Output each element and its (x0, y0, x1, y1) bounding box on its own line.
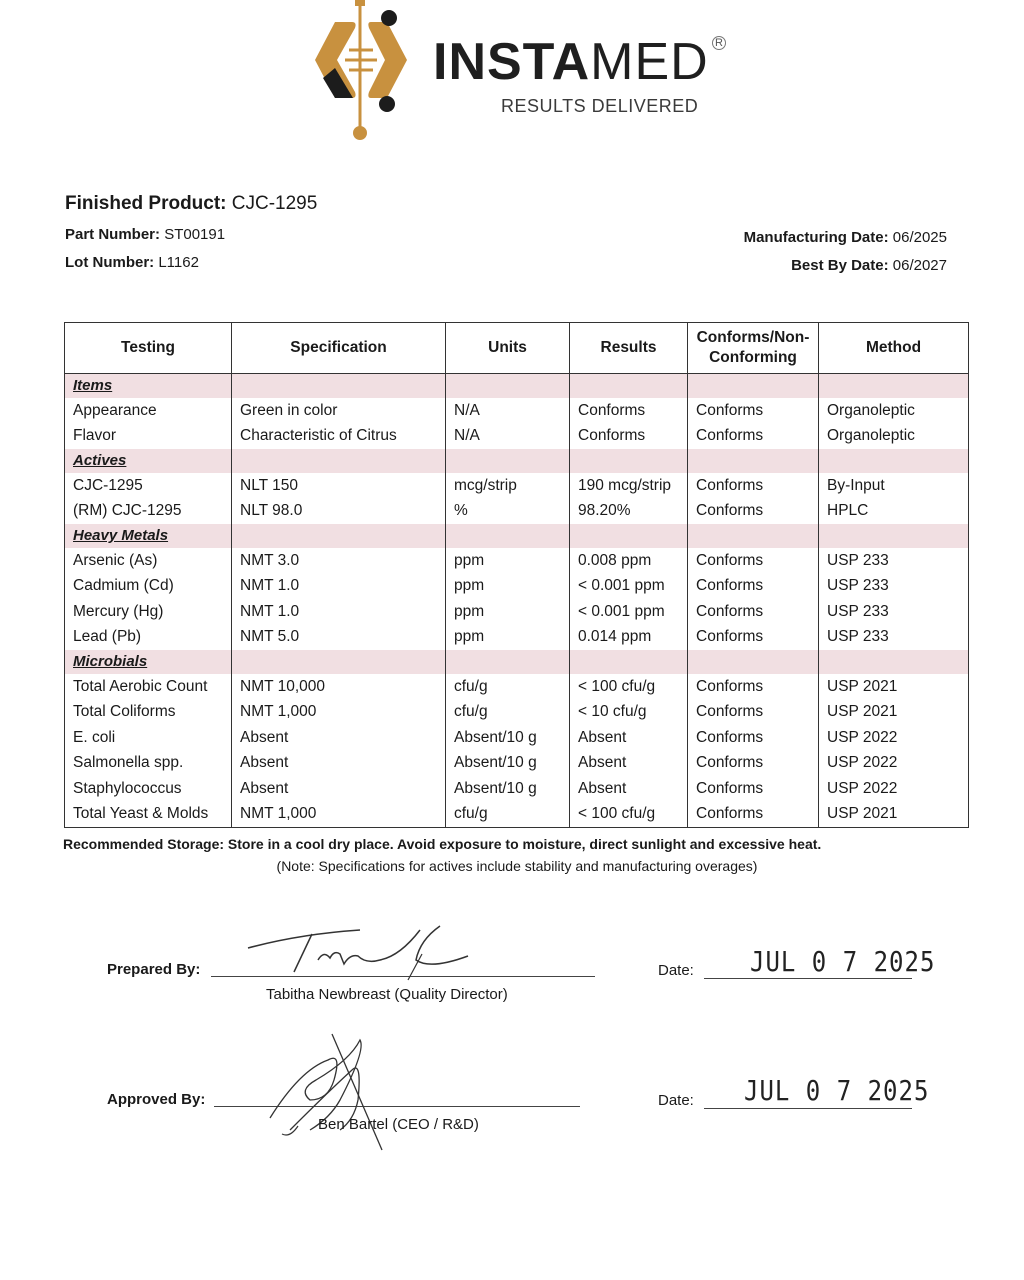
cell-testing: Arsenic (As) (65, 548, 232, 574)
cell-conforms: Conforms (688, 398, 819, 424)
section-title: Actives (73, 452, 127, 469)
registered-icon: R (712, 36, 726, 50)
prepared-date-line (704, 978, 912, 979)
column-header-conforms: Conforms/Non-Conforming (688, 323, 819, 374)
section-row (65, 374, 969, 399)
cell-testing: (RM) CJC-1295 (65, 499, 232, 525)
test-results-table (64, 322, 969, 828)
section-empty-cell (688, 524, 819, 548)
cell-method: USP 2021 (819, 700, 969, 726)
section-title: Items (73, 377, 113, 394)
mfg-value: 06/2025 (892, 229, 947, 246)
cell-testing: Total Yeast & Molds (65, 802, 232, 828)
part-label: Part Number: (65, 226, 161, 243)
table-row (65, 599, 969, 625)
section-title-cell (65, 524, 232, 548)
cell-testing: Total Coliforms (65, 700, 232, 726)
cell-testing: Flavor (65, 424, 232, 450)
column-header-specification: Specification (232, 323, 446, 374)
cell-conforms: Conforms (688, 548, 819, 574)
instamed-logo-icon (305, 0, 430, 145)
cell-testing: E. coli (65, 725, 232, 751)
approved-date-stamp: JUL 0 7 2025 (744, 1074, 930, 1108)
column-header-method: Method (819, 323, 969, 374)
cell-conforms: Conforms (688, 599, 819, 625)
section-empty-cell (819, 524, 969, 548)
cell-specification: NMT 1,000 (232, 802, 446, 828)
cell-results: Absent (570, 751, 688, 777)
bestby-label: Best By Date: (791, 257, 889, 274)
cell-method: USP 233 (819, 574, 969, 600)
specification-note: (Note: Specifications for actives include stability and manufacturing overages) (276, 858, 758, 874)
section-empty-cell (688, 449, 819, 473)
brand-tagline: RESULTS DELIVERED (501, 96, 699, 116)
cell-results: < 100 cfu/g (570, 802, 688, 828)
cell-testing: Appearance (65, 398, 232, 424)
cell-units: N/A (446, 424, 570, 450)
table-row (65, 700, 969, 726)
cell-results: < 100 cfu/g (570, 674, 688, 700)
table-row (65, 499, 969, 525)
approved-by-label: Approved By: (107, 1091, 206, 1108)
cell-results: Absent (570, 776, 688, 802)
company-logo (305, 0, 735, 145)
approved-by-name: Ben Bartel (CEO / R&D) (318, 1116, 479, 1133)
cell-conforms: Conforms (688, 802, 819, 828)
lot-value: L1162 (158, 254, 199, 271)
cell-results: 98.20% (570, 499, 688, 525)
cell-conforms: Conforms (688, 424, 819, 450)
cell-method: USP 233 (819, 599, 969, 625)
cell-specification: Absent (232, 776, 446, 802)
cell-testing: Total Aerobic Count (65, 674, 232, 700)
product-label: Finished Product: (65, 193, 227, 214)
table-row (65, 548, 969, 574)
section-empty-cell (446, 449, 570, 473)
cell-conforms: Conforms (688, 700, 819, 726)
cell-conforms: Conforms (688, 574, 819, 600)
section-empty-cell (819, 449, 969, 473)
cell-conforms: Conforms (688, 751, 819, 777)
cell-method: Organoleptic (819, 424, 969, 450)
section-empty-cell (232, 524, 446, 548)
prepared-date-label: Date: (658, 962, 694, 979)
cell-specification: NMT 10,000 (232, 674, 446, 700)
table-row (65, 802, 969, 828)
cell-specification: Absent (232, 751, 446, 777)
section-empty-cell (232, 374, 446, 399)
cell-method: USP 2022 (819, 725, 969, 751)
section-title: Heavy Metals (73, 527, 169, 544)
cell-units: N/A (446, 398, 570, 424)
section-empty-cell (446, 374, 570, 399)
section-title-cell (65, 449, 232, 473)
part-value: ST00191 (164, 226, 226, 243)
cell-conforms: Conforms (688, 499, 819, 525)
prepared-by-label: Prepared By: (107, 961, 201, 978)
table-header-row (65, 323, 969, 374)
prepared-by-name: Tabitha Newbreast (Quality Director) (266, 986, 508, 1003)
section-empty-cell (688, 650, 819, 674)
section-empty-cell (232, 650, 446, 674)
approved-date-line (704, 1108, 912, 1109)
cell-units: cfu/g (446, 700, 570, 726)
cell-testing: CJC-1295 (65, 473, 232, 499)
cell-specification: Absent (232, 725, 446, 751)
table-row (65, 424, 969, 450)
cell-units: Absent/10 g (446, 776, 570, 802)
section-empty-cell (570, 650, 688, 674)
cell-specification: NLT 98.0 (232, 499, 446, 525)
table-row (65, 725, 969, 751)
cell-results: Absent (570, 725, 688, 751)
cell-specification: NLT 150 (232, 473, 446, 499)
cell-units: cfu/g (446, 674, 570, 700)
cell-method: HPLC (819, 499, 969, 525)
table-row (65, 398, 969, 424)
storage-instructions: Recommended Storage: Store in a cool dry place. Avoid exposure to moisture, direct sunlight and excessive heat. (63, 836, 822, 852)
cell-method: USP 2021 (819, 674, 969, 700)
cell-method: USP 233 (819, 548, 969, 574)
cell-testing: Mercury (Hg) (65, 599, 232, 625)
column-header-results: Results (570, 323, 688, 374)
cell-testing: Salmonella spp. (65, 751, 232, 777)
manufacturing-date (744, 229, 947, 246)
section-empty-cell (570, 449, 688, 473)
bestby-value: 06/2027 (892, 257, 947, 274)
cell-results: 0.008 ppm (570, 548, 688, 574)
table-row (65, 751, 969, 777)
lot-label: Lot Number: (65, 254, 155, 271)
cell-method: USP 233 (819, 625, 969, 651)
section-empty-cell (819, 374, 969, 399)
cell-specification: NMT 1.0 (232, 599, 446, 625)
section-empty-cell (819, 650, 969, 674)
part-number (65, 226, 225, 243)
cell-specification: Green in color (232, 398, 446, 424)
brand-name (433, 33, 709, 91)
section-empty-cell (232, 449, 446, 473)
table-row (65, 625, 969, 651)
section-empty-cell (446, 650, 570, 674)
cell-testing: Lead (Pb) (65, 625, 232, 651)
product-value: CJC-1295 (231, 193, 318, 214)
column-header-units: Units (446, 323, 570, 374)
cell-specification: NMT 3.0 (232, 548, 446, 574)
cell-conforms: Conforms (688, 473, 819, 499)
table-row (65, 574, 969, 600)
cell-units: Absent/10 g (446, 751, 570, 777)
cell-conforms: Conforms (688, 725, 819, 751)
finished-product (65, 193, 317, 215)
cell-method: USP 2022 (819, 751, 969, 777)
cell-units: ppm (446, 599, 570, 625)
brand-name-bold: INSTA (433, 33, 591, 91)
section-title-cell (65, 374, 232, 399)
cell-method: USP 2022 (819, 776, 969, 802)
cell-method: Organoleptic (819, 398, 969, 424)
cell-units: ppm (446, 574, 570, 600)
section-empty-cell (446, 524, 570, 548)
cell-results: Conforms (570, 424, 688, 450)
section-empty-cell (688, 374, 819, 399)
cell-testing: Staphylococcus (65, 776, 232, 802)
lot-number (65, 254, 199, 271)
prepared-date-stamp: JUL 0 7 2025 (750, 945, 936, 979)
table-row (65, 473, 969, 499)
section-row (65, 650, 969, 674)
cell-method: By-Input (819, 473, 969, 499)
cell-conforms: Conforms (688, 776, 819, 802)
cell-units: Absent/10 g (446, 725, 570, 751)
cell-conforms: Conforms (688, 674, 819, 700)
column-header-testing: Testing (65, 323, 232, 374)
section-title: Microbials (73, 653, 148, 670)
section-row (65, 524, 969, 548)
table-row (65, 776, 969, 802)
cell-results: 0.014 ppm (570, 625, 688, 651)
cell-method: USP 2021 (819, 802, 969, 828)
cell-specification: NMT 1.0 (232, 574, 446, 600)
cell-units: ppm (446, 548, 570, 574)
section-empty-cell (570, 524, 688, 548)
cell-testing: Cadmium (Cd) (65, 574, 232, 600)
best-by-date (791, 257, 947, 274)
cell-specification: NMT 5.0 (232, 625, 446, 651)
cell-specification: Characteristic of Citrus (232, 424, 446, 450)
cell-units: cfu/g (446, 802, 570, 828)
cell-conforms: Conforms (688, 625, 819, 651)
mfg-label: Manufacturing Date: (743, 229, 889, 246)
table-body (65, 374, 969, 828)
section-row (65, 449, 969, 473)
cell-units: % (446, 499, 570, 525)
cell-results: Conforms (570, 398, 688, 424)
cell-results: < 10 cfu/g (570, 700, 688, 726)
section-empty-cell (570, 374, 688, 399)
brand-name-light: MED (590, 33, 709, 91)
cell-results: < 0.001 ppm (570, 599, 688, 625)
section-title-cell (65, 650, 232, 674)
approved-date-label: Date: (658, 1092, 694, 1109)
cell-results: 190 mcg/strip (570, 473, 688, 499)
cell-results: < 0.001 ppm (570, 574, 688, 600)
cell-specification: NMT 1,000 (232, 700, 446, 726)
table-row (65, 674, 969, 700)
cell-units: mcg/strip (446, 473, 570, 499)
cell-units: ppm (446, 625, 570, 651)
